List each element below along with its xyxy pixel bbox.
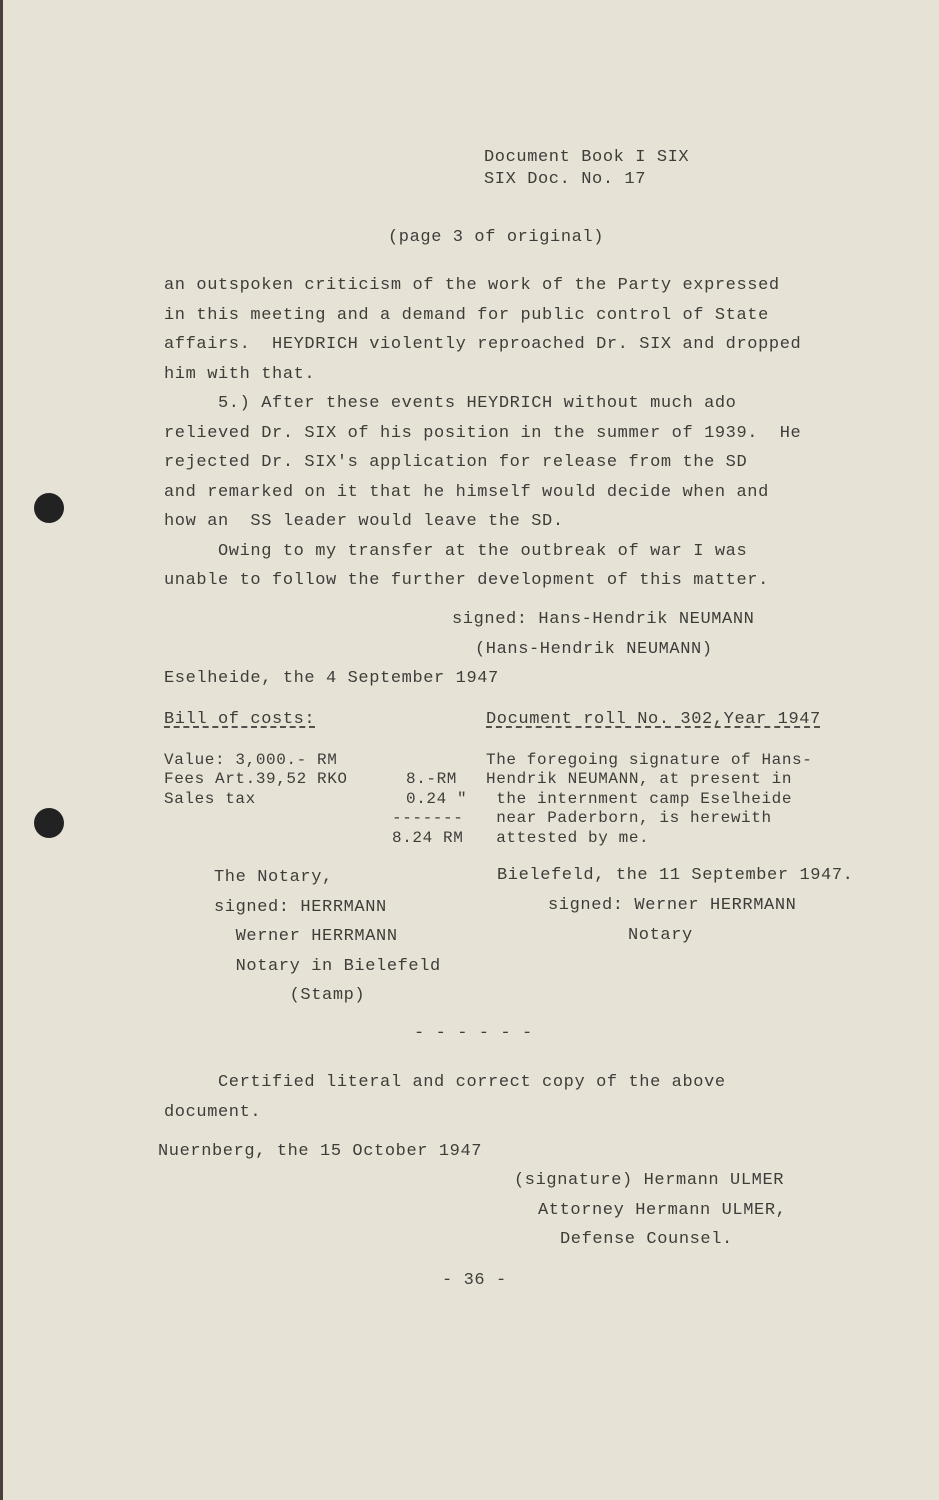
document-book: Document Book I SIX	[484, 148, 690, 167]
page-reference: (page 3 of original)	[388, 228, 605, 247]
punch-hole	[34, 808, 64, 838]
bill-row-amount: 8.-RM	[406, 770, 458, 788]
notary-line: signed: HERRMANN	[214, 898, 387, 917]
body-line: and remarked on it that he himself would decide when and	[164, 483, 769, 502]
notary-title: Notary	[628, 926, 693, 945]
roll-line: Hendrik NEUMANN, at present in	[486, 770, 793, 788]
page-edge	[0, 0, 3, 1500]
bill-title: Bill of costs:	[164, 710, 316, 729]
document-number: SIX Doc. No. 17	[484, 170, 647, 189]
bill-separator: -------	[392, 809, 464, 827]
bill-row-label: Fees Art.39,52 RKO	[164, 770, 348, 788]
notary-line: Werner HERRMANN	[214, 927, 398, 946]
certification-line: document.	[164, 1103, 262, 1122]
notary-line: Notary in Bielefeld	[214, 957, 441, 976]
punch-hole	[34, 493, 64, 523]
roll-line: near Paderborn, is herewith	[486, 809, 772, 827]
notary-line: (Stamp)	[214, 986, 366, 1005]
roll-title: Document roll No. 302,Year 1947	[486, 710, 821, 729]
body-line: 5.) After these events HEYDRICH without much ado	[164, 394, 737, 413]
body-line: rejected Dr. SIX's application for release from the SD	[164, 453, 748, 472]
divider: - - - - - -	[414, 1024, 533, 1043]
notary-line: The Notary,	[214, 868, 333, 887]
attorney-role: Defense Counsel.	[560, 1230, 733, 1249]
bill-row-amount: 0.24 "	[406, 790, 468, 808]
body-line: affairs. HEYDRICH violently reproached Dr. SIX and dropped	[164, 335, 802, 354]
notary-date: Bielefeld, the 11 September 1947.	[497, 866, 854, 885]
attorney-name: Attorney Hermann ULMER,	[538, 1201, 787, 1220]
body-line: an outspoken criticism of the work of the Party expressed	[164, 276, 780, 295]
certification-place-date: Nuernberg, the 15 October 1947	[158, 1142, 483, 1161]
certification-line: Certified literal and correct copy of the above	[164, 1073, 726, 1092]
signer-name: (Hans-Hendrik NEUMANN)	[475, 640, 713, 659]
body-line: unable to follow the further development of this matter.	[164, 571, 769, 590]
signed-line: signed: Hans-Hendrik NEUMANN	[452, 610, 755, 629]
notary-signed: signed: Werner HERRMANN	[548, 896, 797, 915]
roll-line: The foregoing signature of Hans-	[486, 751, 813, 769]
body-line: relieved Dr. SIX of his position in the summer of 1939. He	[164, 424, 802, 443]
bill-total: 8.24 RM	[392, 829, 464, 847]
bill-row-label: Value: 3,000.- RM	[164, 751, 338, 769]
page-number: - 36 -	[442, 1271, 507, 1290]
body-line: him with that.	[164, 365, 316, 384]
place-date: Eselheide, the 4 September 1947	[164, 669, 499, 688]
bill-row-label: Sales tax	[164, 790, 256, 808]
roll-line: attested by me.	[486, 829, 650, 847]
certification-signature: (signature) Hermann ULMER	[514, 1171, 785, 1190]
body-line: Owing to my transfer at the outbreak of war I was	[164, 542, 748, 561]
body-line: in this meeting and a demand for public control of State	[164, 306, 769, 325]
roll-line: the internment camp Eselheide	[486, 790, 793, 808]
body-line: how an SS leader would leave the SD.	[164, 512, 564, 531]
